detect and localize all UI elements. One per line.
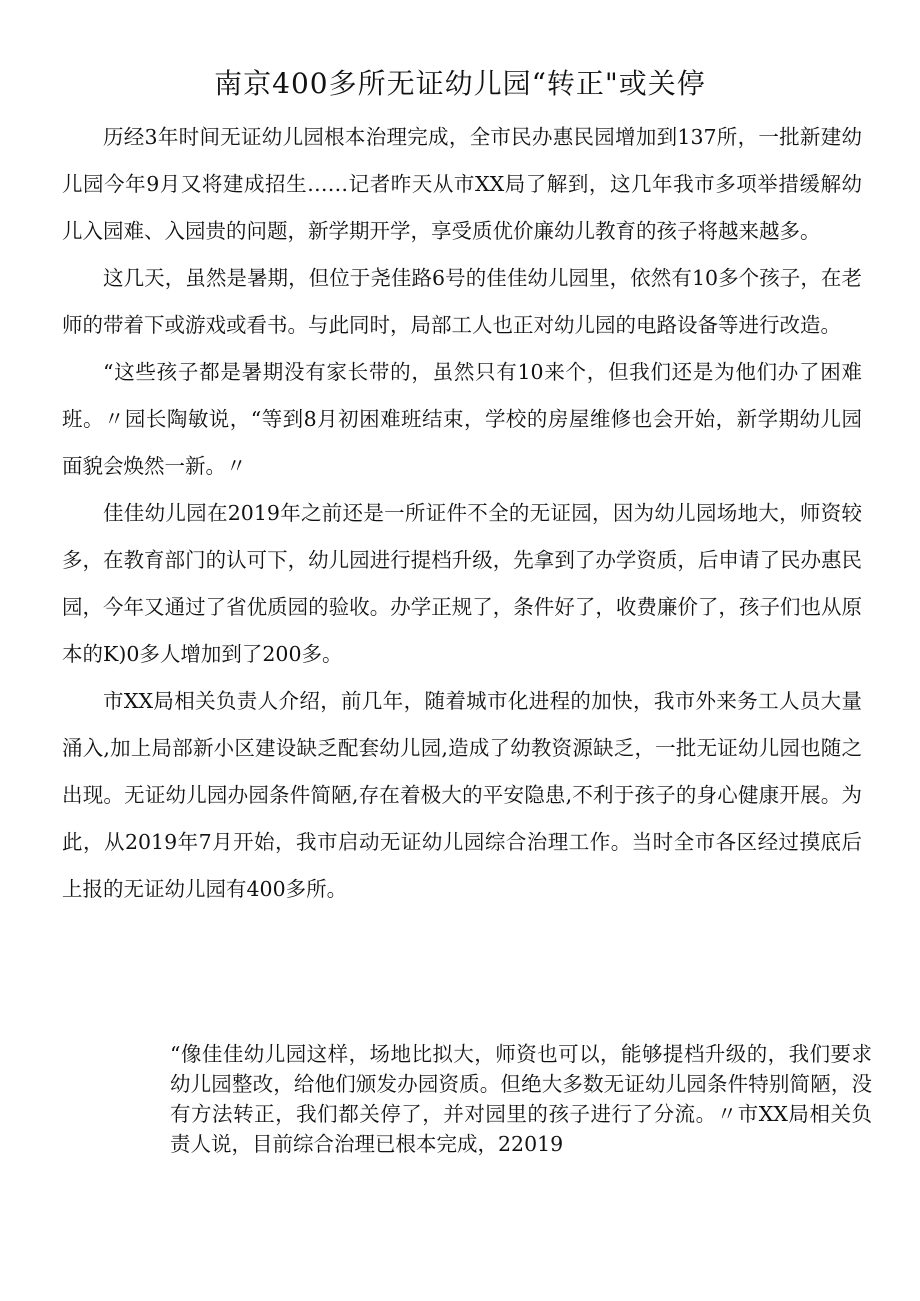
paragraph-3: “这些孩子都是暑期没有家长带的，虽然只有10来个，但我们还是为他们办了困难班。〃园长陶敏说，“等到8月初困难班结束，学校的房屋维修也会开始，新学期幼儿园面貌会焕然一新。〃 [62,360,862,478]
paragraph-1: 历经3年时间无证幼儿园根本治理完成，全市民办惠民园增加到137所，一批新建幼儿园今年9月又将建成招生……记者昨天从市XX局了解到，这几年我市多项举措缓解幼儿入园难、入园贵的问题，新学期开学，享受质优价廉幼儿教育的孩子将越来越多。 [62,125,862,243]
quote-paragraph: “像佳佳幼儿园这样，场地比拟大，师资也可以，能够提档升级的，我们要求幼儿园整改，给他们颁发办园资质。但绝大多数无证幼儿园条件特别简陋，没有方法转正，我们都关停了，并对园里的孩子进行了分流。〃市XX局相关负责人说，目前综合治理已根本完成，22019 [170,1042,872,1156]
paragraph-2: 这几天，虽然是暑期，但位于尧佳路6号的佳佳幼儿园里，依然有10多个孩子，在老师的带着下或游戏或看书。与此同时，局部工人也正对幼儿园的电路设备等进行改造。 [62,266,862,337]
paragraph-4: 佳佳幼儿园在2019年之前还是一所证件不全的无证园，因为幼儿园场地大，师资较多，在教育部门的认可下，幼儿园进行提档升级，先拿到了办学资质，后申请了民办惠民园，今年又通过了省优质园的验收。办学正规了，条件好了，收费廉价了，孩子们也从原本的K)0多人增加到了200多。 [62,501,862,666]
paragraph-5: 市XX局相关负责人介绍，前几年，随着城市化进程的加快，我市外来务工人员大量涌入,加上局部新小区建设缺乏配套幼儿园,造成了幼教资源缺乏，一批无证幼儿园也随之出现。无证幼儿园办园条件简陋,存在着极大的平安隐患,不利于孩子的身心健康开展。为此，从2019年7月开始，我市启动无证幼儿园综合治理工作。当时全市各区经过摸底后上报的无证幼儿园有400多所。 [62,689,862,901]
article-title: 南京400多所无证幼儿园“转正"或关停 [214,67,706,100]
article-body [62,114,862,913]
